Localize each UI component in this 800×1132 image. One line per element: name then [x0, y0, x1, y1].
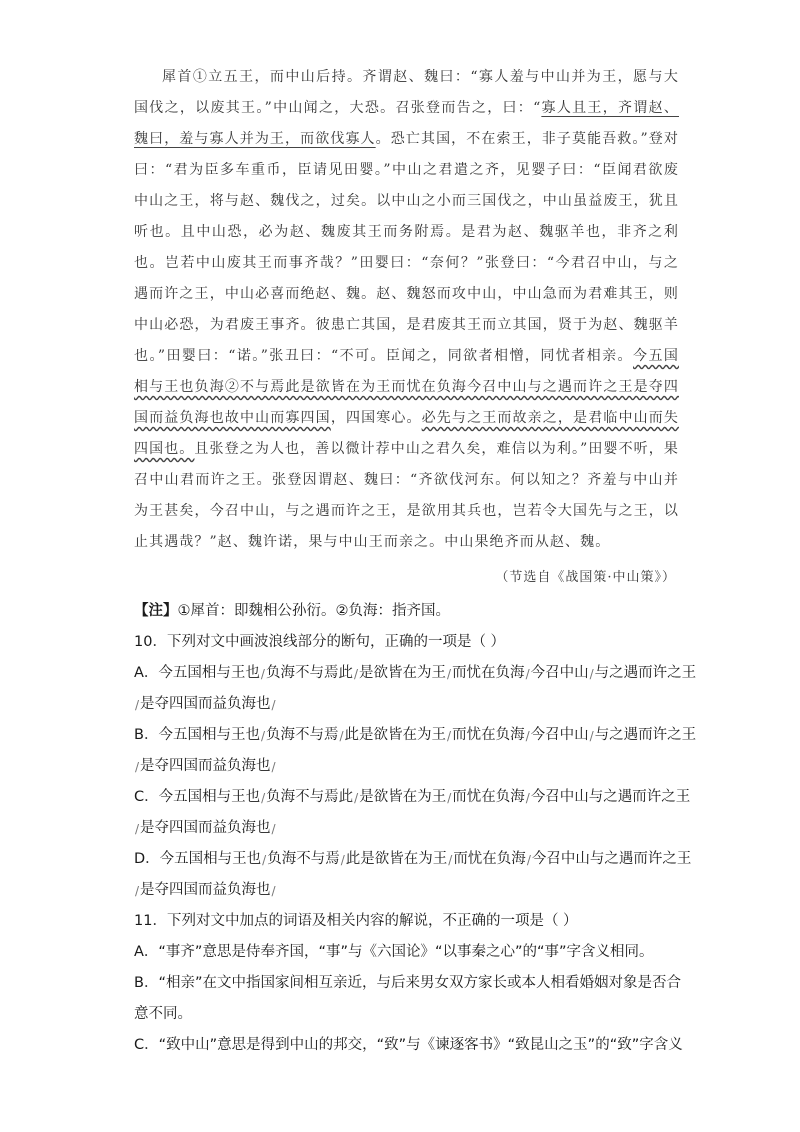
- break-slash: /: [447, 667, 452, 681]
- break-slash: /: [135, 822, 140, 836]
- option-segment: 而忧在负海: [453, 851, 526, 867]
- break-slash: /: [525, 667, 530, 681]
- break-slash: /: [525, 729, 530, 743]
- question-10-option-c[interactable]: [134, 782, 691, 813]
- questions: [134, 596, 697, 1061]
- break-slash: /: [135, 760, 140, 774]
- option-segment: 是夺四国而益负海也: [140, 758, 271, 774]
- option-label: D．: [134, 851, 160, 867]
- passage-paragraph: [134, 62, 679, 558]
- option-segment: 今五国相与王也: [158, 789, 261, 805]
- passage-text: ，四国寒心。: [330, 410, 422, 426]
- question-10-stem: 10．下列对文中画波浪线部分的断句，正确的一项是（ ）: [134, 634, 506, 650]
- break-slash: /: [447, 729, 452, 743]
- annotation-note: [134, 596, 674, 627]
- passage-source: （节选自《战国策·中山策》）: [495, 570, 676, 585]
- option-segment: 是夺四国而益负海也: [140, 820, 271, 836]
- break-slash: /: [589, 729, 594, 743]
- question-10-option-a-cont: [134, 689, 674, 720]
- option-segment: 负海不与焉此: [266, 789, 354, 805]
- question-11-option-c[interactable]: C．“致中山”意思是得到中山的邦交，“致”与《谏逐客书》“致昆山之玉”的“致”字含义: [134, 1037, 683, 1053]
- option-segment: 今五国相与王也: [158, 665, 260, 681]
- break-slash: /: [339, 729, 344, 743]
- passage-text: 犀首①立五王，而中山后持。齐谓赵、魏曰：“寡人羞与中山并为王，愿与大国伐之，以废其王。”中山闻之，大恐。召张登而告之，曰：“: [134, 69, 679, 116]
- question-10-option-a[interactable]: [134, 658, 697, 689]
- option-segment: 今召中山: [530, 727, 589, 743]
- option-segment: 今召中山与之遇而许之王: [531, 851, 692, 867]
- break-slash: /: [261, 791, 266, 805]
- break-slash: /: [135, 884, 140, 898]
- option-segment: 负海不与焉: [267, 851, 340, 867]
- break-slash: /: [525, 791, 530, 805]
- question-10-option-c-cont: [134, 813, 674, 844]
- question-11-option-b-cont: 意不同。: [134, 1006, 192, 1022]
- option-segment: 是夺四国而益负海也: [140, 696, 271, 712]
- wavy-underlined-sentence: 今五国相与王也负海②不与焉此是欲皆在为王而忧在负海今召中山与之遇而许之王是夺四国而益负海也故中山而寡四国: [134, 348, 679, 426]
- option-segment: 与之遇而许之王: [594, 665, 697, 681]
- break-slash: /: [340, 853, 345, 867]
- option-segment: 是欲皆在为王: [359, 789, 447, 805]
- question-10-option-d[interactable]: [134, 844, 692, 875]
- break-slash: /: [448, 853, 453, 867]
- option-segment: 今五国相与王也: [158, 727, 260, 743]
- break-slash: /: [589, 667, 594, 681]
- option-label: C．: [134, 789, 159, 805]
- question-10-option-b[interactable]: [134, 720, 697, 751]
- break-slash: /: [354, 791, 359, 805]
- question-11-option-b[interactable]: B．“相亲”在文中指国家间相互亲近，与后来男女双方家长或本人相看婚姻对象是否合: [134, 975, 681, 991]
- question-11-stem: 11．下列对文中加点的词语及相关内容的解说，不正确的一项是（ ）: [134, 913, 578, 929]
- break-slash: /: [271, 760, 276, 774]
- option-label: A．: [134, 665, 159, 681]
- break-slash: /: [447, 791, 452, 805]
- question-10-option-d-cont: [134, 875, 674, 906]
- break-slash: /: [262, 853, 267, 867]
- passage-text: 且张登之为人也，善以微计荐中山之君久矣，难信以为利。”田婴不听，果召中山君而许之王。张登因谓赵、魏曰：“齐欲伐河东。何以知之？齐羞与中山并为王甚矣，今召中山，与之遇而许之王，是欲用其兵也，岂若令大国先与之王，以止其遇哉？”赵、魏许诺，果与中山王而亲之。中山果绝齐而从赵、魏。: [134, 441, 679, 550]
- break-slash: /: [135, 698, 140, 712]
- break-slash: /: [271, 698, 276, 712]
- passage-text: 。恐亡其国，不在索王，非子莫能吾救。”登对曰：“君为臣多车重币，臣请见田婴。”中山之君遣之齐，见婴子曰：“臣闻君欲废中山之王，将与赵、魏伐之，过矣。以中山之小而三国伐之，中山虽益废王，犹且听也。且中山恐，必为赵、魏废其王而务附焉。是君为赵、魏驱羊也，非齐之利也。岂若中山废其王而事齐哉？”田婴曰：“奈何？”张登曰：“今君召中山，与之遇而许之王，中山必喜而绝赵、魏。赵、魏怒而攻中山，中山急而为君难其王，则中山必恐，为君废王事齐。彼患亡其国，是君废其王而立其国，贤于为赵、魏驱羊也。”田婴曰：“诺。”张丑曰：“不可。臣闻之，同欲者相憎，同忧者相亲。: [134, 131, 679, 364]
- option-segment: 而忧在负海: [452, 727, 525, 743]
- option-segment: 负海不与焉: [266, 727, 339, 743]
- option-segment: 负海不与焉此: [265, 665, 353, 681]
- question-11-option-a[interactable]: A．“事齐”意思是侍奉齐国，“事”与《六国论》“以事秦之心”的“事”字含义相同。: [134, 944, 654, 960]
- break-slash: /: [271, 822, 276, 836]
- question-10-option-b-cont: [134, 751, 674, 782]
- note-heading: 【注】: [134, 603, 178, 619]
- break-slash: /: [260, 667, 265, 681]
- option-label: B．: [134, 727, 159, 743]
- option-segment: 此是欲皆在为王: [344, 727, 447, 743]
- break-slash: /: [353, 667, 359, 681]
- option-segment: 与之遇而许之王: [594, 727, 697, 743]
- option-segment: 而忧在负海: [452, 789, 525, 805]
- break-slash: /: [526, 853, 531, 867]
- option-segment: 是欲皆在为王: [359, 665, 447, 681]
- break-slash: /: [260, 729, 265, 743]
- option-segment: 今召中山与之遇而许之王: [530, 789, 691, 805]
- break-slash: /: [271, 884, 276, 898]
- note-text: ①犀首：即魏相公孙衍。②负海：指齐国。: [177, 603, 450, 619]
- option-segment: 而忧在负海: [452, 665, 525, 681]
- option-segment: 此是欲皆在为王: [345, 851, 448, 867]
- wavy-underlined-sentence-2: 必先与之王而故亲之，是君临中山而失四国也。: [134, 410, 679, 457]
- option-segment: 今召中山: [530, 665, 589, 681]
- option-segment: 是夺四国而益负海也: [140, 882, 271, 898]
- question-10-options: [134, 658, 697, 906]
- underlined-sentence: 寡人且王，齐谓赵、魏曰，羞与寡人并为王，而欲伐寡人: [134, 100, 679, 147]
- classical-passage: [134, 62, 679, 558]
- option-segment: 今五国相与王也: [159, 851, 262, 867]
